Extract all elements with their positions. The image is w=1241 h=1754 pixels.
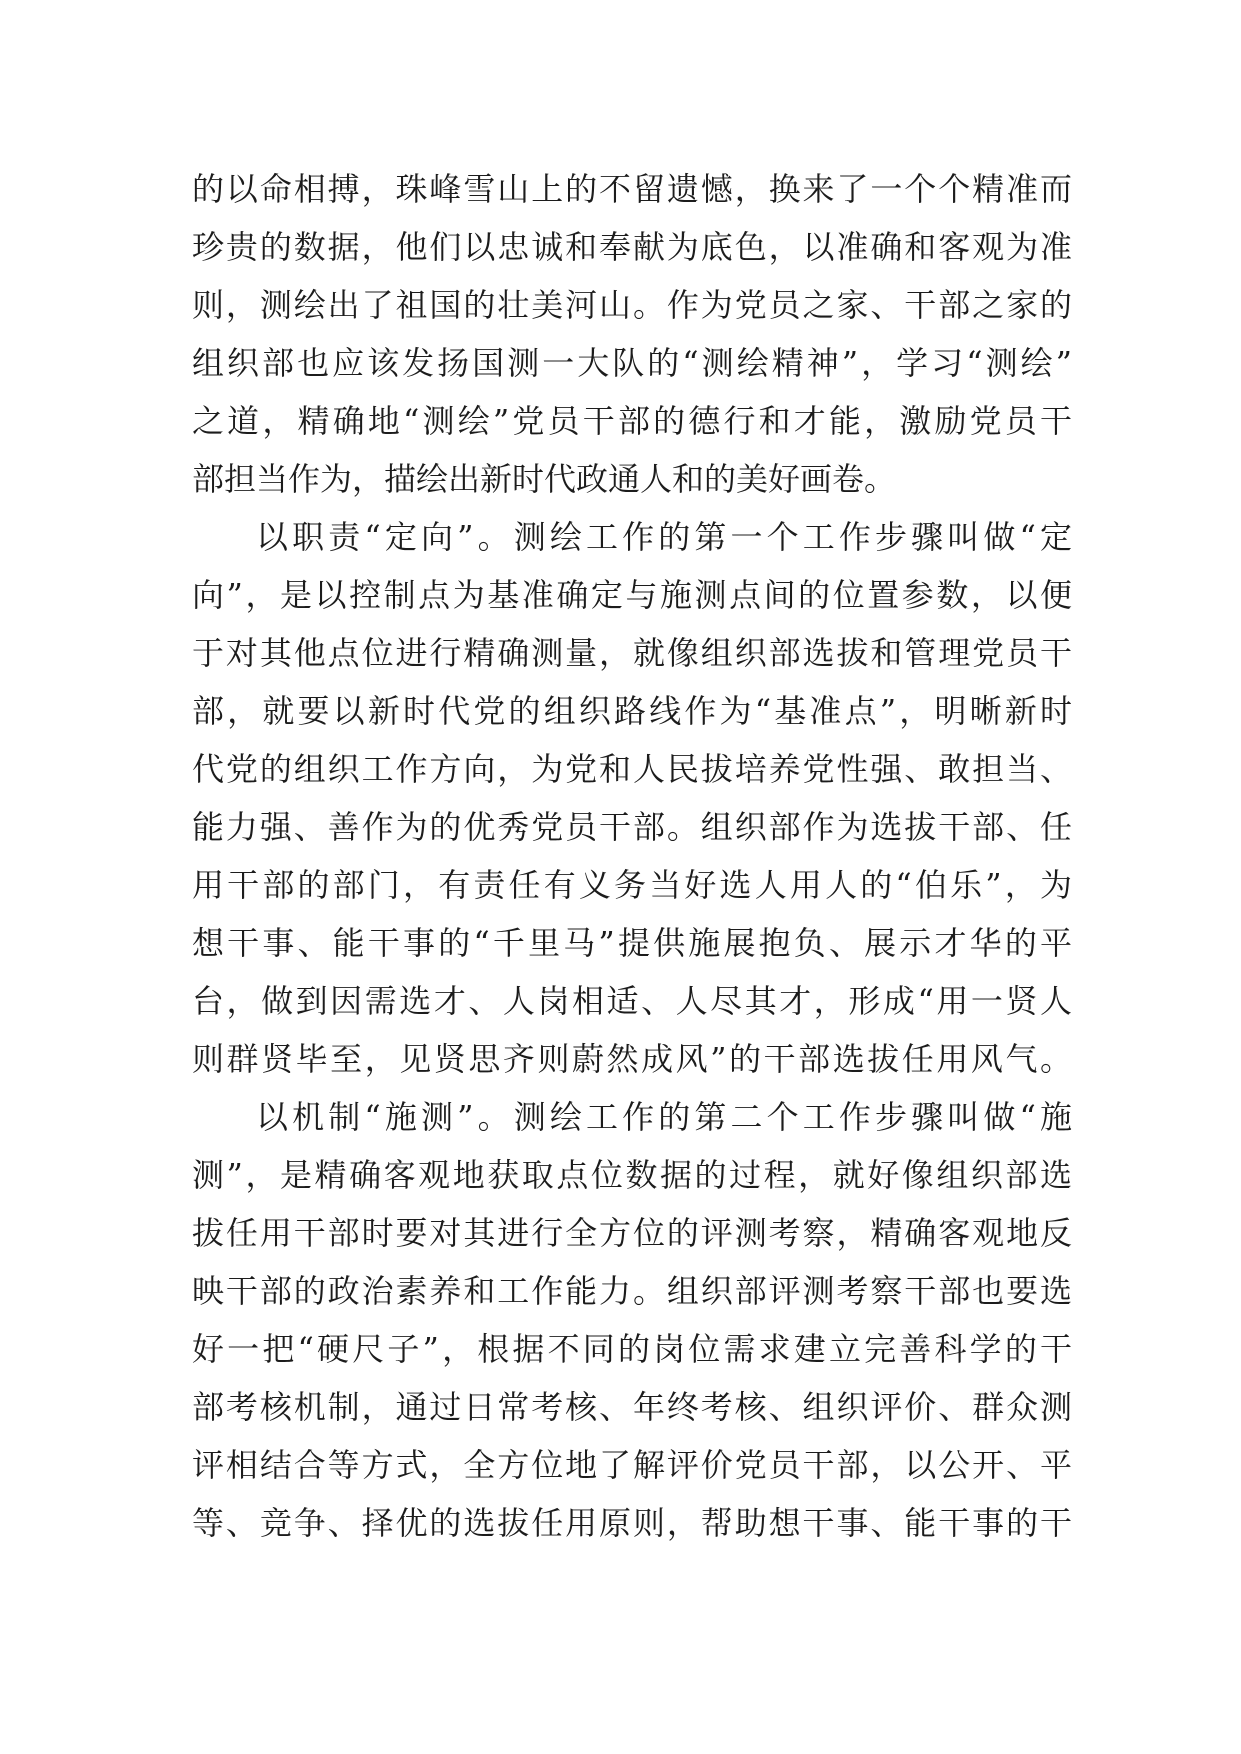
text-line: 部考核机制，通过日常考核、年终考核、组织评价、群众测	[192, 1388, 1072, 1426]
text-line: 用干部的部门，有责任有义务当好选人用人的“伯乐”，为	[192, 866, 1072, 904]
text-line: 部担当作为，描绘出新时代政通人和的美好画卷。	[192, 460, 897, 498]
text-line: 向”，是以控制点为基准确定与施测点间的位置参数，以便	[192, 576, 1072, 614]
text-line: 之道，精确地“测绘”党员干部的德行和才能，激励党员干	[192, 402, 1072, 440]
text-line: 组织部也应该发扬国测一大队的“测绘精神”，学习“测绘”	[192, 344, 1072, 382]
text-line: 映干部的政治素养和工作能力。组织部评测考察干部也要选	[192, 1272, 1072, 1310]
text-line: 评相结合等方式，全方位地了解评价党员干部，以公开、平	[192, 1446, 1072, 1484]
text-line: 则，测绘出了祖国的壮美河山。作为党员之家、干部之家的	[192, 286, 1072, 324]
text-line: 想干事、能干事的“千里马”提供施展抱负、展示才华的平	[192, 924, 1072, 962]
text-line: 能力强、善作为的优秀党员干部。组织部作为选拔干部、任	[192, 808, 1072, 846]
text-line: 的以命相搏，珠峰雪山上的不留遗憾，换来了一个个精准而	[192, 170, 1072, 208]
body-text	[192, 160, 1072, 1552]
text-line: 于对其他点位进行精确测量，就像组织部选拔和管理党员干	[192, 634, 1072, 672]
paragraph-start-line: 以机制“施测”。测绘工作的第二个工作步骤叫做“施	[256, 1098, 1072, 1136]
text-line: 部，就要以新时代党的组织路线作为“基准点”，明晰新时	[192, 692, 1072, 730]
paragraph-start-line: 以职责“定向”。测绘工作的第一个工作步骤叫做“定	[256, 518, 1072, 556]
text-line: 则群贤毕至，见贤思齐则蔚然成风”的干部选拔任用风气。	[192, 1040, 1072, 1078]
text-line: 拔任用干部时要对其进行全方位的评测考察，精确客观地反	[192, 1214, 1072, 1252]
text-line: 测”，是精确客观地获取点位数据的过程，就好像组织部选	[192, 1156, 1072, 1194]
text-line: 珍贵的数据，他们以忠诚和奉献为底色，以准确和客观为准	[192, 228, 1072, 266]
text-line: 代党的组织工作方向，为党和人民拔培养党性强、敢担当、	[192, 750, 1072, 788]
text-line: 台，做到因需选才、人岗相适、人尽其才，形成“用一贤人	[192, 982, 1072, 1020]
text-line: 等、竞争、择优的选拔任用原则，帮助想干事、能干事的干	[192, 1504, 1072, 1542]
text-line: 好一把“硬尺子”，根据不同的岗位需求建立完善科学的干	[192, 1330, 1072, 1368]
